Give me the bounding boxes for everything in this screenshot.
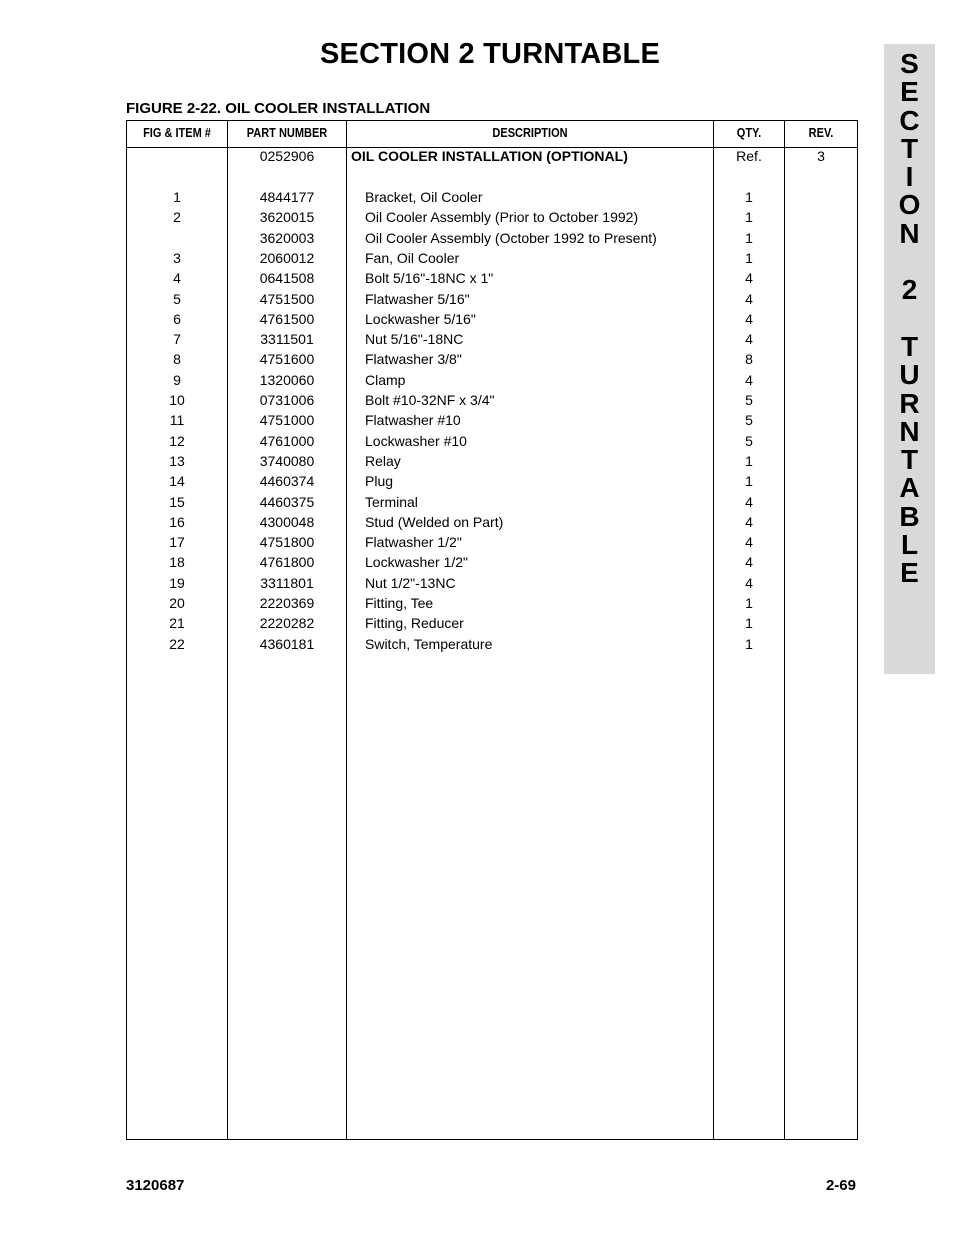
side-tab-letter: E (900, 76, 919, 108)
part-number: 1320060 (259, 371, 315, 388)
parts-table (126, 120, 858, 1140)
description: Nut 5/16"-18NC (365, 331, 464, 348)
side-tab-letter: U (899, 359, 920, 391)
item-number: 3 (173, 249, 181, 266)
part-number: 4360181 (259, 635, 315, 652)
description: Stud (Welded on Part) (365, 513, 504, 530)
item-number: 14 (169, 473, 185, 490)
table-row (127, 451, 857, 471)
figure-title: FIGURE 2-22. OIL COOLER INSTALLATION (126, 100, 431, 117)
side-tab-letter (884, 305, 935, 333)
quantity: 4 (745, 574, 753, 591)
part-number: 4761000 (259, 432, 315, 449)
table-row (127, 309, 857, 329)
quantity: 1 (745, 615, 753, 632)
side-tab-letter: N (899, 217, 920, 249)
quantity: 8 (745, 351, 753, 368)
table-row (127, 390, 857, 410)
table-row (127, 289, 857, 309)
side-tab-letter: T (900, 330, 919, 362)
quantity: 1 (745, 452, 753, 469)
item-number: 8 (173, 351, 181, 368)
description: Bolt 5/16"-18NC x 1" (365, 270, 494, 287)
part-number: 4751600 (259, 351, 315, 368)
description: Switch, Temperature (365, 635, 493, 652)
part-number: 4751500 (259, 290, 315, 307)
side-tab-letter: R (899, 387, 920, 419)
assembly-qty: Ref. (736, 148, 762, 164)
description: Lockwasher #10 (365, 432, 467, 449)
header-fig-item: FIG & ITEM # (143, 126, 211, 140)
quantity: 4 (745, 310, 753, 327)
table-row (127, 187, 857, 207)
side-tab-letter: L (900, 529, 919, 561)
part-number: 4300048 (259, 513, 315, 530)
table-row (127, 573, 857, 593)
item-number: 15 (169, 493, 185, 510)
header-qty: QTY. (736, 126, 762, 140)
description: Plug (365, 473, 394, 490)
table-row (127, 268, 857, 288)
description: Fitting, Reducer (365, 615, 464, 632)
part-number: 3620015 (259, 209, 315, 226)
table-row (127, 329, 857, 349)
quantity: 4 (745, 513, 753, 530)
quantity: 4 (745, 331, 753, 348)
side-tab-letter: N (899, 415, 920, 447)
quantity: 1 (745, 635, 753, 652)
table-row (127, 207, 857, 227)
part-number: 2060012 (259, 249, 315, 266)
description: Flatwasher #10 (365, 412, 461, 429)
table-row (127, 248, 857, 268)
quantity: 5 (745, 432, 753, 449)
item-number: 10 (169, 392, 185, 408)
table-row (127, 410, 857, 430)
table-row (127, 613, 857, 633)
header-rev: REV. (808, 126, 834, 140)
quantity: 1 (745, 595, 753, 611)
side-tab-letter: T (900, 132, 919, 164)
quantity: 4 (745, 493, 753, 510)
part-number: 4761800 (259, 554, 315, 571)
quantity: 4 (745, 554, 753, 571)
part-number: 0731006 (259, 392, 315, 408)
quantity: 4 (745, 270, 753, 287)
item-number: 19 (169, 574, 185, 591)
part-number: 4751800 (259, 534, 315, 551)
table-row (127, 471, 857, 491)
page-number: 2-69 (825, 1177, 856, 1194)
table-row (127, 370, 857, 390)
quantity: 5 (745, 392, 753, 408)
quantity: 1 (745, 473, 753, 490)
part-number: 3311801 (260, 574, 314, 591)
assembly-part-number: 0252906 (259, 148, 315, 164)
item-number: 9 (173, 371, 181, 388)
part-number: 4460375 (259, 493, 315, 510)
table-row (127, 552, 857, 572)
side-tab-letter: T (900, 444, 919, 476)
item-number: 22 (169, 635, 185, 652)
description: Flatwasher 5/16" (365, 290, 470, 307)
side-tab-letter: E (900, 557, 919, 589)
part-number: 2220282 (259, 615, 315, 632)
item-number: 18 (169, 554, 185, 571)
description: Oil Cooler Assembly (Prior to October 1992) (365, 209, 639, 226)
part-number: 0641508 (259, 270, 315, 287)
item-number: 13 (169, 452, 185, 469)
description: Oil Cooler Assembly (October 1992 to Present) (365, 229, 657, 246)
side-tab-letters (884, 50, 935, 588)
item-number: 6 (173, 310, 181, 327)
description: Lockwasher 5/16" (365, 310, 476, 327)
description: Flatwasher 1/2" (365, 534, 462, 551)
description: Fitting, Tee (365, 595, 434, 611)
table-row (127, 228, 857, 248)
side-tab-letter (884, 248, 935, 276)
document-number: 3120687 (126, 1177, 185, 1194)
part-number: 3740080 (259, 452, 315, 469)
assembly-row (127, 146, 857, 166)
item-number: 16 (169, 513, 185, 530)
table-row (127, 512, 857, 532)
quantity: 4 (745, 290, 753, 307)
item-number: 21 (169, 615, 185, 632)
quantity: 4 (745, 534, 753, 551)
page-title: SECTION 2 TURNTABLE (320, 38, 660, 70)
item-number: 11 (169, 412, 185, 429)
quantity: 1 (745, 189, 753, 205)
item-number: 5 (173, 290, 181, 307)
part-number: 3620003 (259, 229, 315, 246)
item-number: 1 (173, 189, 181, 205)
part-number: 4761500 (259, 310, 315, 327)
description: Bracket, Oil Cooler (365, 189, 483, 205)
table-row (127, 593, 857, 613)
table-row (127, 349, 857, 369)
part-number: 4460374 (259, 473, 315, 490)
part-number: 3311501 (260, 331, 314, 348)
assembly-rev: 3 (817, 148, 825, 164)
side-tab-letter: C (899, 104, 920, 136)
description: Lockwasher 1/2" (365, 554, 469, 571)
description: Bolt #10-32NF x 3/4" (365, 392, 495, 408)
part-number: 2220369 (259, 595, 315, 611)
header-part-number: PART NUMBER (246, 126, 328, 140)
description: Flatwasher 3/8" (365, 351, 462, 368)
side-tab-letter: A (899, 472, 920, 504)
side-tab-letter: S (900, 48, 919, 79)
side-tab-letter: B (899, 500, 920, 532)
table-row (127, 634, 857, 654)
item-number: 4 (173, 270, 181, 287)
table-row (127, 431, 857, 451)
table-row (127, 532, 857, 552)
description: Nut 1/2"-13NC (365, 574, 456, 591)
assembly-description: OIL COOLER INSTALLATION (OPTIONAL) (351, 148, 628, 164)
quantity: 1 (745, 249, 753, 266)
quantity: 5 (745, 412, 753, 429)
quantity: 4 (745, 371, 753, 388)
part-number: 4751000 (259, 412, 315, 429)
table-row (127, 492, 857, 512)
header-description: DESCRIPTION (492, 126, 568, 140)
item-number: 17 (169, 534, 185, 551)
side-tab-letter: I (905, 161, 914, 193)
section-side-tab (884, 44, 935, 674)
description: Fan, Oil Cooler (365, 249, 460, 266)
quantity: 1 (745, 209, 753, 226)
item-number: 12 (169, 432, 185, 449)
part-number: 4844177 (259, 189, 315, 205)
item-number: 20 (169, 595, 185, 611)
side-tab-letter: 2 (901, 274, 918, 306)
description: Clamp (365, 371, 406, 388)
description: Relay (365, 452, 401, 469)
description: Terminal (365, 493, 418, 510)
quantity: 1 (745, 229, 753, 246)
side-tab-letter: O (898, 189, 921, 221)
item-number: 2 (173, 209, 181, 226)
item-number: 7 (173, 331, 181, 348)
